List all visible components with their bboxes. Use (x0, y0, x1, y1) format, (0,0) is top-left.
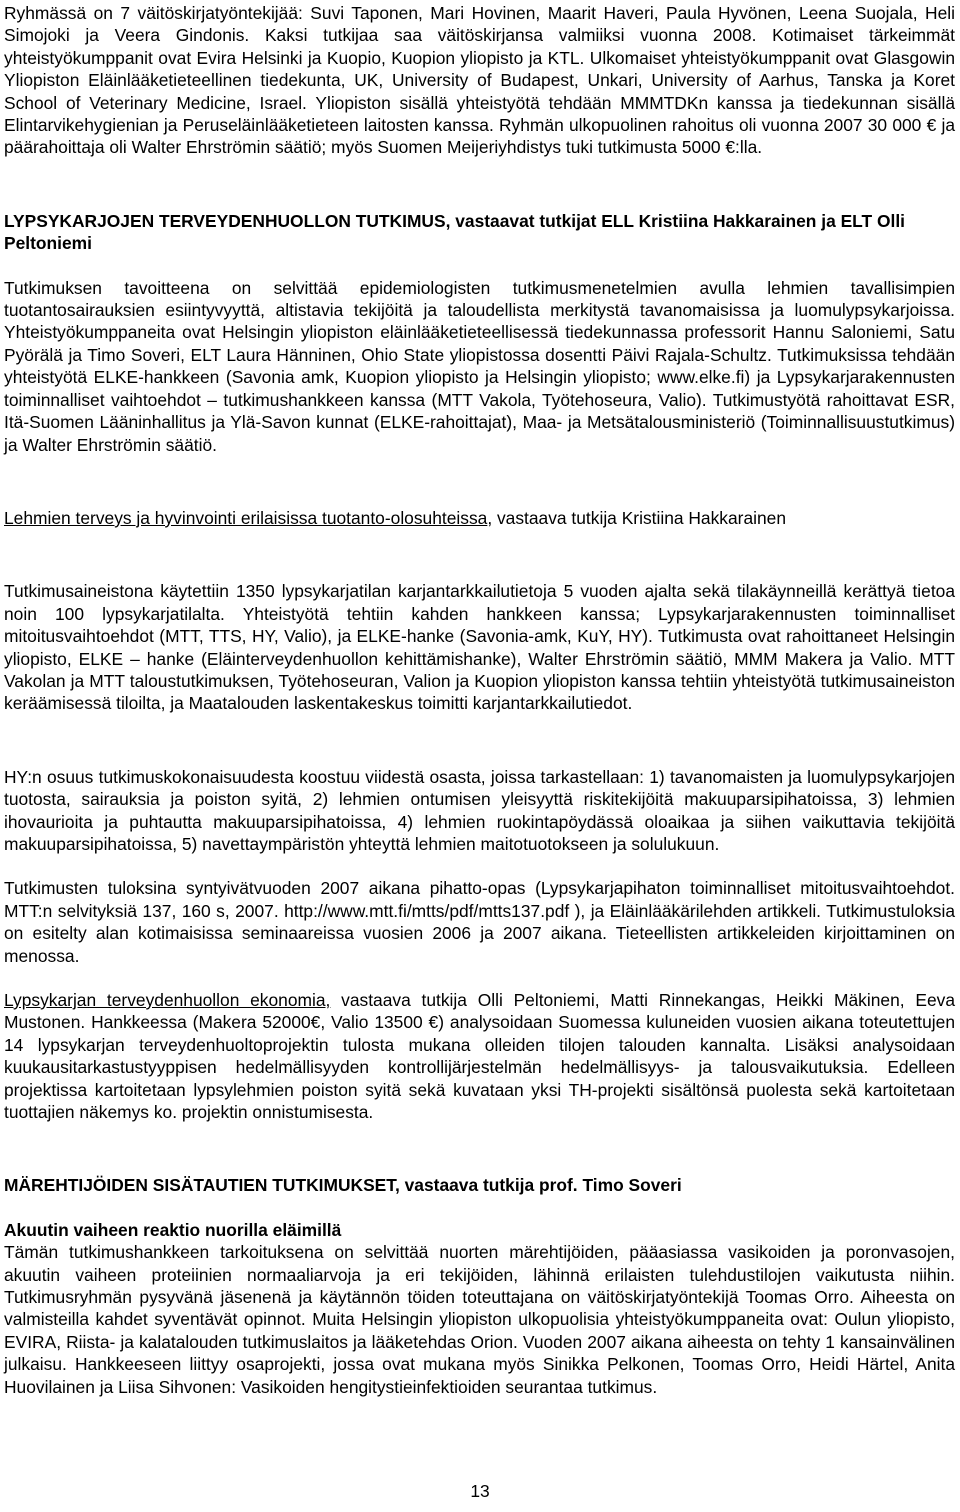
spacer (4, 529, 955, 580)
spacer (4, 715, 955, 766)
spacer (4, 159, 955, 210)
document-page (4, 2, 955, 1398)
spacer (4, 1197, 955, 1219)
paragraph-results: Tutkimusten tuloksina syntyivätvuoden 2007 aikana pihatto-opas (Lypsykarjapihaton toiminnalliset mitoitusvaihtoehdot. MTT:n selvityksiä 137, 160 s, 2007. http://www.mtt.fi/mtts/pdf/mtts137.pdf ), ja Eläinlääkärilehden artikkeli. Tutkimustuloksia on esitelty alan kotimaisissa seminaareissa vuosien 2006 ja 2007 aikana. Tieteellisten artikkeleiden kirjoittaminen on menossa. (4, 878, 955, 966)
section-heading-ruminant-diseases: MÄREHTIJÖIDEN SISÄTAUTIEN TUTKIMUKSET, vastaava tutkija prof. Timo Soveri (4, 1175, 682, 1196)
spacer (4, 456, 955, 507)
spacer (4, 855, 955, 877)
paragraph-hy-share: HY:n osuus tutkimuskokonaisuudesta koostuu viidestä osasta, joissa tarkastellaan: 1) tavanomaisten ja luomulypsykarjojen tuotosta, sairauksia ja poiston syitä, 2) lehmien ontumisen yleisyyttä riskitekijöitä makuuparsipihatoissa, 3) lehmien ihovaurioita ja puhtautta makuuparsipihatoissa, 4) lehmien ruokintapöydässä oloaikaa ja siihen vaikuttavia tekijöitä makuuparsipihatoissa, 5) navettaympäristön yhteyttä lehmien maitotuotokseen ja solulukuun. (4, 766, 955, 854)
paragraph-research-material: Tutkimusaineistona käytettiin 1350 lypsykarjatilan karjantarkkailutietoja 5 vuoden ajalta sekä tilakäynneillä kerättyä tietoa noin 100 lypsykarjatilalta. Yhteistyötä tehtiin kahden hankkeen kanssa; Lypsykarjarakennusten toiminnalliset mitoitusvaihtoehdot (MTT, TTS, HY, Valio), ja ELKE-hanke (Savonia-amk, KuY, HY). Tutkimusta ovat rahoittaneet Helsingin yliopisto, ELKE – hanke (Eläinterveydenhuollon kehittämishanke), Walter Ehrströmin säätiö, MMM Makera ja Valio. MTT Vakolan ja MTT taloustutkimuksen, Työtehoseuran, Valion ja Kuopion yliopiston kanssa tehtiin yhteistyötä tutkimusaineiston keräämisessä tiloilta, ja Maatalouden laskentakeskus toimitti karjantarkkailutiedot. (4, 581, 955, 714)
spacer (4, 967, 955, 989)
economics-title-underlined: Lypsykarjan terveydenhuollon ekonomia, (4, 990, 331, 1010)
section-heading-dairy-health: LYPSYKARJOJEN TERVEYDENHUOLLON TUTKIMUS, vastaavat tutkijat ELL Kristiina Hakkarainen ja ELT Olli Peltoniemi (4, 210, 905, 254)
spacer (4, 1123, 955, 1174)
economics-text: vastaava tutkija Olli Peltoniemi, Matti Rinnekangas, Heikki Mäkinen, Eeva Mustonen. Hankkeessa (Makera 52000€, Valio 13500 €) analysoidaan Suomessa kuluneiden vuosien aikana toteutettujen 14 lypsykarjan terveydenhuoltoprojektin tulosta mukana olleiden tilojen talouden kannalta. Lisäksi analysoidaan kuukausitarkastustyyppisen hedelmällisyyden kontrollijärjestelmän hedelmällisyys- ja talousvaikutuksia. Edelleen projektissa kartoitetaan lypsylehmien poiston syitä sekä kuvataan yksi TH-projekti sisältönsä puolesta sekä kartoitetaan tuottajien näkemys ko. projektin onnistumisesta. (4, 990, 955, 1123)
spacer (4, 255, 955, 277)
page-number: 13 (470, 1481, 490, 1501)
subheading-acute-phase: Akuutin vaiheen reaktio nuorilla eläimillä (4, 1219, 342, 1240)
subsection-title-cow-health (4, 507, 955, 529)
paragraph-researchers: Ryhmässä on 7 väitöskirjatyöntekijää: Suvi Taponen, Mari Hovinen, Maarit Haveri, Paula Hyvönen, Leena Suojala, Heli Simojoki ja Veera Gindonis. Kaksi tutkijaa saa väitöskirjansa valmiiksi vuonna 2008. Kotimaiset tärkeimmät yhteistyökumppanit ovat Evira Helsinki ja Kuopio, Kuopion yliopisto ja KTL. Ulkomaiset yhteistyökumppanit ovat Glasgowin Yliopiston Eläinlääketieteellinen tiedekunta, UK, University of Budapest, Unkari, University of Aarhus, Tanska ja Koret School of Veterinary Medicine, Israel. Yliopiston sisällä yhteistyötä tehdään MMMTDKn kanssa ja tiedekunnan sisällä Elintarvikehygienian ja Peruseläinlääketieteen laitosten kanssa. Ryhmän ulkopuolinen rahoitus oli vuonna 2007 30 000 € ja päärahoittaja oli Walter Ehrströmin säätiö; myös Suomen Meijeriyhdistys tuki tutkimusta 5000 €:lla. (4, 3, 955, 158)
paragraph-economics (4, 989, 955, 1123)
paragraph-research-goal: Tutkimuksen tavoitteena on selvittää epidemiologisten tutkimusmenetelmien avulla lehmien tavallisimpien tuotantosairauksien esiintyvyyttä, altistavia tekijöitä ja taloudellista merkitystä tavanomaisissa ja luomulypsykarjoissa. Yhteistyökumppaneita ovat Helsingin yliopiston eläinlääketieteellisessä tiedekunnassa professorit Hannu Saloniemi, Satu Pyörälä ja Timo Soveri, ELT Laura Hänninen, Ohio State yliopistossa dosentti Päivi Rajala-Schultz. Tutkimuksissa tehdään yhteistyötä ELKE-hankkeen (Savonia amk, Kuopion yliopisto ja Helsingin yliopisto; www.elke.fi) ja Lypsykarjarakennusten toiminnalliset vaihtoehdot – tutkimushankkeen kanssa (MTT Vakola, Työtehoseura, Valio). Tutkimustyötä rahoittavat ESR, Itä-Suomen Lääninhallitus ja Ylä-Savon kunnat (ELKE-rahoittajat), Maa- ja Metsätalousministeriö (Toiminnallisuustutkimus) ja Walter Ehrströmin säätiö. (4, 277, 955, 455)
paragraph-acute-phase: Tämän tutkimushankkeen tarkoituksena on selvittää nuorten märehtijöiden, pääasiassa vasikoiden ja poronvasojen, akuutin vaiheen proteiinien normaaliarvoja ja eri tekijöiden, lähinnä erilaisten tulehdustilojen vaikutusta niihin. Tutkimusryhmän pysyvänä jäsenenä ja käytännön töiden toteuttajana on väitöskirjatyöntekijä Toomas Orro. Aiheesta on valmisteilla kahdet syventävät opinnot. Muita Helsingin yliopiston ulkopuolisia yhteistyökumppaneita ovat: Oulun yliopisto, EVIRA, Riista- ja kalatalouden tutkimuslaitos ja lääketehdas Orion. Vuoden 2007 aikana aiheesta on tehty 1 kansainvälinen julkaisu. Hankkeeseen liittyy osaprojekti, jossa ovat mukana myös Sinikka Pelkonen, Toomas Orro, Heidi Härtel, Anita Huovilainen ja Liisa Sihvonen: Vasikoiden hengitystieinfektioiden seurantaa tutkimus. (4, 1242, 955, 1397)
subsection-title-underlined: Lehmien terveys ja hyvinvointi erilaisissa tuotanto-olosuhteissa (4, 507, 488, 528)
subsection-title-rest: , vastaava tutkija Kristiina Hakkarainen (487, 507, 787, 528)
